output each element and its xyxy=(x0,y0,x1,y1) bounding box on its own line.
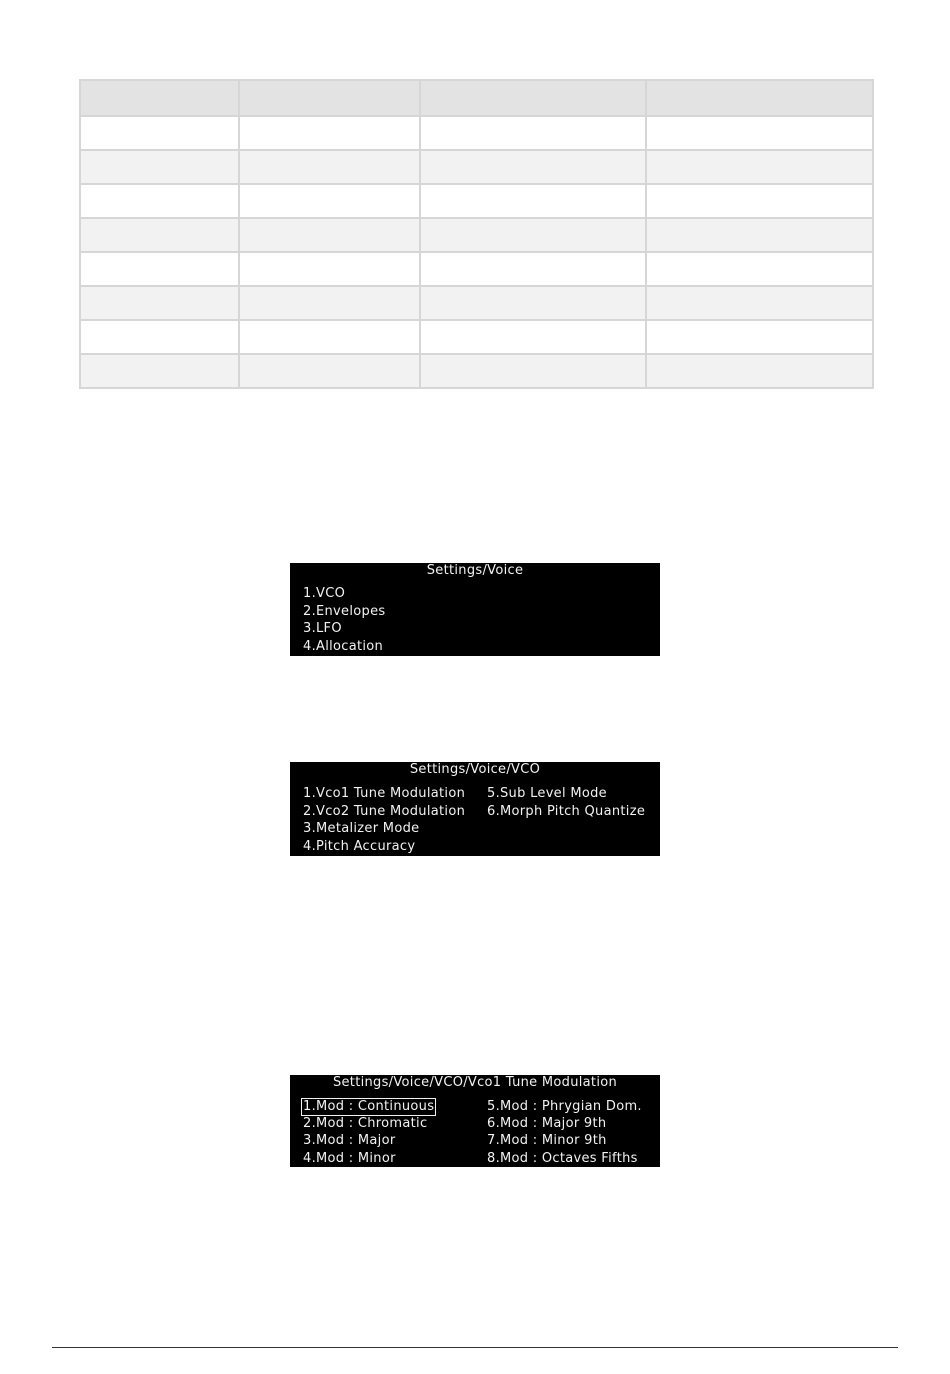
menu-item-mod-minor[interactable]: 4.Mod : Minor xyxy=(303,1151,396,1166)
menu-item-mod-continuous[interactable]: 1.Mod : Continuous xyxy=(303,1099,435,1114)
table-cell xyxy=(420,286,646,320)
table-cell xyxy=(80,150,239,184)
table-row xyxy=(80,116,873,150)
table-cell xyxy=(420,218,646,252)
menu-item-envelopes[interactable]: 2.Envelopes xyxy=(303,604,386,619)
table-cell xyxy=(239,184,420,218)
menu-item-vco[interactable]: 1.VCO xyxy=(303,586,346,601)
menu-item-allocation[interactable]: 4.Allocation xyxy=(303,639,384,654)
menu-item-lfo[interactable]: 3.LFO xyxy=(303,621,342,636)
footer-rule xyxy=(52,1347,898,1348)
table-cell xyxy=(646,252,873,286)
menu-item-metalizer-mode[interactable]: 3.Metalizer Mode xyxy=(303,821,420,836)
table-cell xyxy=(646,218,873,252)
table-cell xyxy=(239,286,420,320)
table-header-row xyxy=(80,80,873,116)
table-cell xyxy=(646,184,873,218)
lcd-screen-vco xyxy=(290,762,660,856)
table-cell xyxy=(80,116,239,150)
menu-item-pitch-accuracy[interactable]: 4.Pitch Accuracy xyxy=(303,839,416,854)
menu-item-mod-minor-9th[interactable]: 7.Mod : Minor 9th xyxy=(487,1133,607,1148)
menu-item-morph-pitch-quantize[interactable]: 6.Morph Pitch Quantize xyxy=(487,804,646,819)
lcd-screen-voice xyxy=(290,563,660,656)
table-row xyxy=(80,184,873,218)
table-cell xyxy=(239,320,420,354)
table-cell xyxy=(239,252,420,286)
table-cell xyxy=(80,184,239,218)
table-cell xyxy=(239,116,420,150)
table-cell xyxy=(646,354,873,388)
table-cell xyxy=(239,354,420,388)
table-cell xyxy=(80,320,239,354)
screen-title: Settings/Voice/VCO xyxy=(409,762,541,777)
table-cell xyxy=(80,354,239,388)
menu-item-mod-major[interactable]: 3.Mod : Major xyxy=(303,1133,396,1148)
table-cell xyxy=(420,252,646,286)
table-cell xyxy=(80,252,239,286)
table-cell xyxy=(239,218,420,252)
table-header-cell xyxy=(239,80,420,116)
screen-title: Settings/Voice xyxy=(426,563,524,578)
table-row xyxy=(80,320,873,354)
table-cell xyxy=(80,286,239,320)
lcd-screen-tune-modulation xyxy=(290,1075,660,1167)
table-header-cell xyxy=(646,80,873,116)
table-cell xyxy=(420,150,646,184)
menu-item-mod-chromatic[interactable]: 2.Mod : Chromatic xyxy=(303,1116,428,1131)
table-cell xyxy=(80,218,239,252)
settings-table xyxy=(79,79,874,389)
table-row xyxy=(80,218,873,252)
table-header-cell xyxy=(80,80,239,116)
table-row xyxy=(80,286,873,320)
table-cell xyxy=(420,320,646,354)
menu-item-sub-level-mode[interactable]: 5.Sub Level Mode xyxy=(487,786,607,801)
table-cell xyxy=(646,286,873,320)
menu-item-vco2-tune-modulation[interactable]: 2.Vco2 Tune Modulation xyxy=(303,804,466,819)
menu-item-vco1-tune-modulation[interactable]: 1.Vco1 Tune Modulation xyxy=(303,786,466,801)
table-row xyxy=(80,150,873,184)
table-header-cell xyxy=(420,80,646,116)
menu-item-mod-major-9th[interactable]: 6.Mod : Major 9th xyxy=(487,1116,607,1131)
screen-title: Settings/Voice/VCO/Vco1 Tune Modulation xyxy=(332,1075,618,1090)
menu-item-mod-octaves-fifths[interactable]: 8.Mod : Octaves Fifths xyxy=(487,1151,638,1166)
table-cell xyxy=(420,116,646,150)
table-cell xyxy=(420,184,646,218)
table-cell xyxy=(646,150,873,184)
table-row xyxy=(80,252,873,286)
table-cell xyxy=(646,116,873,150)
table-cell xyxy=(646,320,873,354)
table-cell xyxy=(239,150,420,184)
table-row xyxy=(80,354,873,388)
table-cell xyxy=(420,354,646,388)
menu-item-mod-phrygian-dom[interactable]: 5.Mod : Phrygian Dom. xyxy=(487,1099,642,1114)
